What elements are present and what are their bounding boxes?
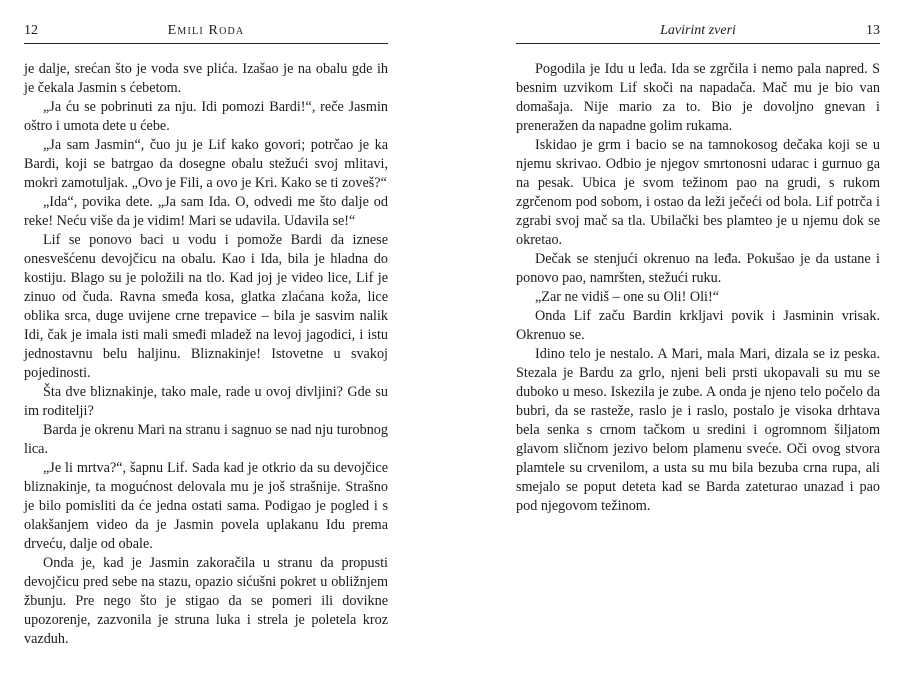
paragraph: „Je li mrtva?“, šapnu Lif. Sada kad je otkrio da su devojčice bliznakinje, ta mogućnost delovala mu je još strašnije. Strašno je bilo pomisliti da će jedna ostati sama. Podigao je pogled i s olakšanjem video da je Jasmin povela uplakanu Idu prema drveću, dalje od obale. (24, 460, 388, 552)
page-number-left: 12 (24, 23, 38, 38)
paragraph: Šta dve bliznakinje, tako male, rade u ovoj divljini? Gde su im roditelji? (24, 384, 388, 419)
paragraph: „Ida“, povika dete. „Ja sam Ida. O, odvedi me što dalje od reke! Neću više da je vidim! Mari se udavila. Udavila se!“ (24, 194, 388, 229)
paragraph: „Ja ću se pobrinuti za nju. Idi pomozi Bardi!“, reče Jasmin oštro i umota dete u ćebe. (24, 99, 388, 134)
right-page-body (516, 60, 880, 516)
left-page (24, 0, 388, 700)
header-rule-right (516, 43, 880, 44)
right-page (516, 0, 880, 700)
header-rule-left (24, 43, 388, 44)
running-head-left (24, 20, 388, 42)
left-page-body (24, 60, 388, 649)
running-head-right (516, 20, 880, 42)
page-number-right: 13 (866, 23, 880, 38)
paragraph: Lif se ponovo baci u vodu i pomože Bardi da iznese onesvešćenu devojčicu na obalu. Kao i Ida, bila je hladna do kostiju. Blago su je položili na tlo. Kad joj je video lice, Lif je zinuo od čuda. Ravna smeđa kosa, glatka zlaćana koža, lice oblika srca, duge uvijene crne trepavice – bila je sasvim nalik Idi, čak je imala isti mali smeđi mladež na levoj jagodici, i istu jednostavnu belu haljinu. Bliznakinje! Istovetne u svakoj pojedinosti. (24, 232, 388, 381)
paragraph: Pogodila je Idu u leđa. Ida se zgrčila i nemo pala napred. S besnim uzvikom Lif skoči na napadača. Mač mu je bio van domašaja. Nije mario za to. Bio je dovoljno gnevan i preneražen da napadne golim rukama. (516, 61, 880, 134)
book-title-heading: Lavirint zveri (660, 23, 736, 38)
paragraph: Iskidao je grm i bacio se na tamnokosog dečaka koji se u njemu skrivao. Odbio je njegov smrtonosni udarac i gurnuo ga na pesak. Ubica je svom težinom pao na grudi, s rukom zgrčenom pod sobom, i ostao da leži ječeći od bola. Lif potrča i zgrabi svoj mač sa tla. Ubilački bes plamteo je u njemu dok se okretao. (516, 137, 880, 248)
paragraph: „Ja sam Jasmin“, čuo ju je Lif kako govori; potrčao je ka Bardi, koji se batrgao da dosegne obalu stežući svoj mlitavi, mokri zamotuljak. „Ovo je Fili, a ovo je Kri. Kako se ti zoveš?“ (24, 137, 388, 191)
paragraph: „Zar ne vidiš – one su Oli! Oli!“ (535, 289, 719, 305)
book-author-heading: Emili Roda (167, 23, 245, 38)
paragraph: Dečak se stenjući okrenuo na leđa. Pokušao je da ustane i ponovo pao, namršten, stežući ruku. (516, 251, 880, 286)
paragraph: Onda Lif začu Bardin krkljavi povik i Jasminin vrisak. Okrenuo se. (516, 308, 880, 343)
paragraph: Idino telo je nestalo. A Mari, mala Mari, dizala se iz peska. Stezala je Bardu za grlo, njeni beli prsti ukopavali su mu se duboko u meso. Iskezila je zube. A onda je njeno telo počelo da bubri, da se rasteže, raslo je i raslo, postalo je visoka drhtava bela senka s crnom tačkom u sredini i ogromnom šiljatom glavom sličnom jezivo belom plamenu sveće. Oči ovog stvora plamtele su crvenilom, a usta su mu bila bezuba crna rupa, ali smejalo se poput deteta kad se Barda zateturao unazad i pao pod njegovom težinom. (516, 346, 880, 514)
paragraph: Barda je okrenu Mari na stranu i sagnuo se nad nju turobnog lica. (24, 422, 388, 457)
paragraph: je dalje, srećan što je voda sve plića. Izašao je na obalu gde ih je čekala Jasmin s ćebetom. (24, 61, 388, 96)
paragraph: Onda je, kad je Jasmin zakoračila u stranu da propusti devojčicu pred sebe na stazu, opazio sićušni pokret u obližnjem žbunju. Pre nego što je stigao da se pomeri ili dovikne upozorenje, zazvonila je struna luka i strela je poletela kroz vazduh. (24, 555, 388, 647)
